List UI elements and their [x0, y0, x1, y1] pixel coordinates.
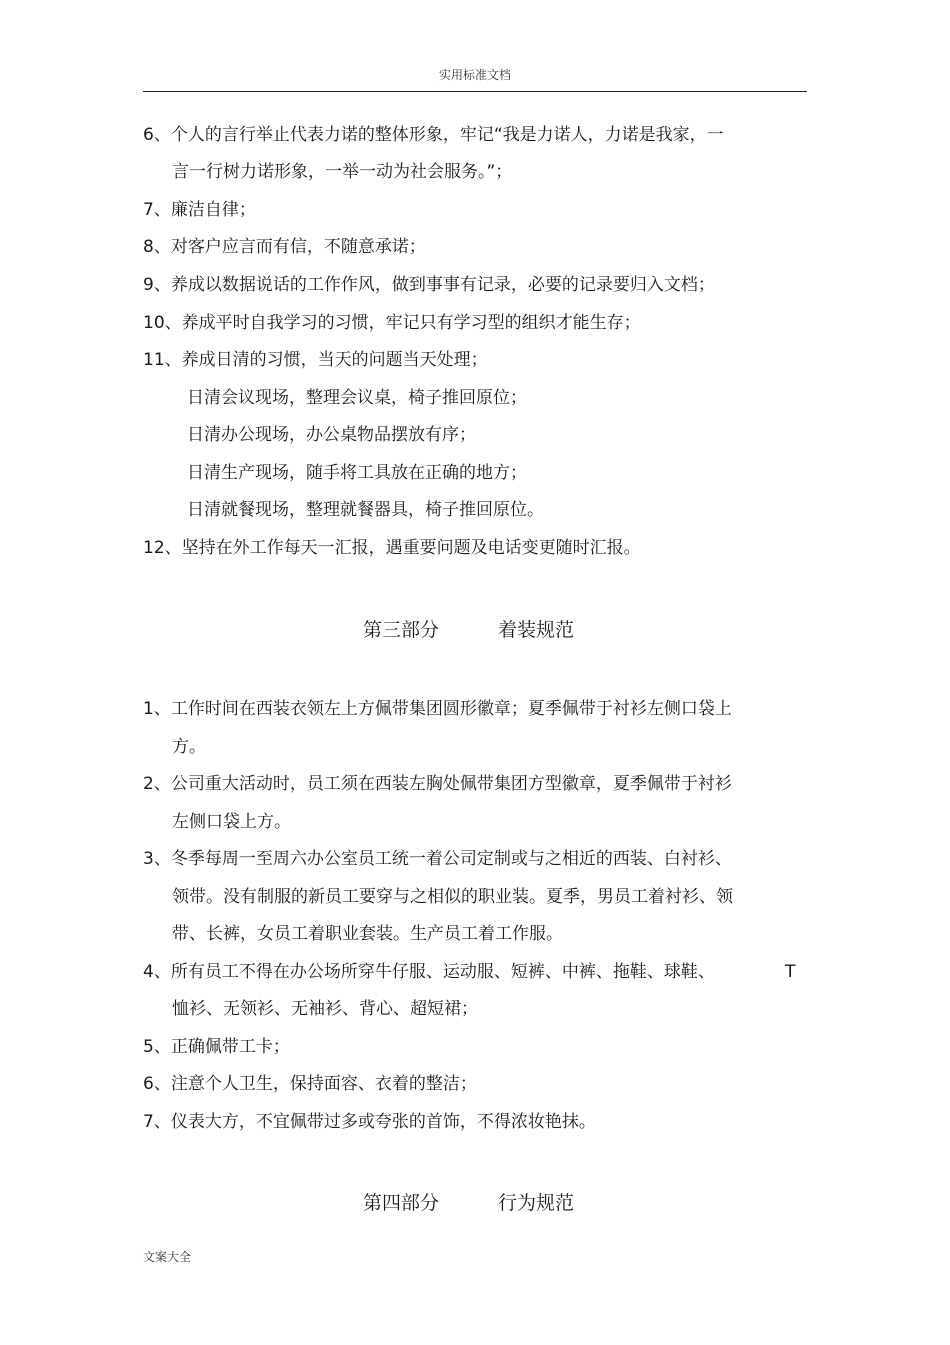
list-item: 12、坚持在外工作每天一汇报，遇重要问题及电话变更随时汇报。	[143, 538, 641, 558]
section-heading-title: 行为规范	[498, 1192, 575, 1214]
list-item: 1、工作时间在西装衣领左上方佩带集团圆形徽章；夏季佩带于衬衫左侧口袋上	[143, 699, 732, 719]
sub-item: 日清就餐现场，整理就餐器具，椅子推回原位。	[187, 500, 544, 520]
page-footer: 文案大全	[143, 1250, 192, 1264]
list-item-continuation: 左侧口袋上方。	[172, 812, 291, 832]
list-item: 9、养成以数据说话的工作作风，做到事事有记录，必要的记录要归入文档；	[143, 275, 715, 295]
section-heading-title: 着装规范	[498, 619, 575, 641]
list-item: 5、正确佩带工卡；	[143, 1037, 290, 1057]
list-item: 3、冬季每周一至周六办公室员工统一着公司定制或与之相近的西装、白衬衫、	[143, 849, 732, 869]
list-item: 7、仪表大方，不宜佩带过多或夸张的首饰，不得浓妆艳抹。	[143, 1112, 596, 1132]
list-item: 11、养成日清的习惯，当天的问题当天处理；	[143, 350, 488, 370]
list-item: 7、廉洁自律；	[143, 200, 256, 220]
list-item: 6、个人的言行举止代表力诺的整体形象，牢记“我是力诺人，力诺是我家，一	[143, 125, 724, 145]
list-item: 2、公司重大活动时，员工须在西装左胸处佩带集团方型徽章，夏季佩带于衬衫	[143, 774, 732, 794]
sub-item: 日清办公现场，办公桌物品摆放有序；	[187, 425, 476, 445]
list-item-continuation: 带、长裤，女员工着职业套装。生产员工着工作服。	[172, 924, 563, 944]
list-item-continuation: 恤衫、无领衫、无袖衫、背心、超短裙；	[172, 999, 478, 1019]
sub-item: 日清会议现场，整理会议桌，椅子推回原位；	[187, 388, 527, 408]
t-mark: T	[785, 962, 796, 982]
list-item-continuation: 领带。没有制服的新员工要穿与之相似的职业装。夏季，男员工着衬衫、领	[172, 887, 733, 907]
list-item: 10、养成平时自我学习的习惯，牢记只有学习型的组织才能生存；	[143, 313, 641, 333]
header-rule	[143, 91, 807, 92]
list-item: 8、对客户应言而有信，不随意承诺；	[143, 237, 426, 257]
sub-item: 日清生产现场，随手将工具放在正确的地方；	[187, 463, 527, 483]
list-item: 4、所有员工不得在办公场所穿牛仔服、运动服、短裤、中裤、拖鞋、球鞋、	[143, 962, 715, 982]
list-item: 6、注意个人卫生，保持面容、衣着的整洁；	[143, 1074, 477, 1094]
list-item-continuation: 方。	[172, 737, 206, 757]
section-heading-part: 第三部分	[363, 619, 440, 641]
section-heading-part: 第四部分	[363, 1192, 440, 1214]
page-header-title: 实用标准文档	[438, 68, 511, 82]
list-item-continuation: 言一行树力诺形象，一举一动为社会服务。”；	[172, 162, 513, 182]
